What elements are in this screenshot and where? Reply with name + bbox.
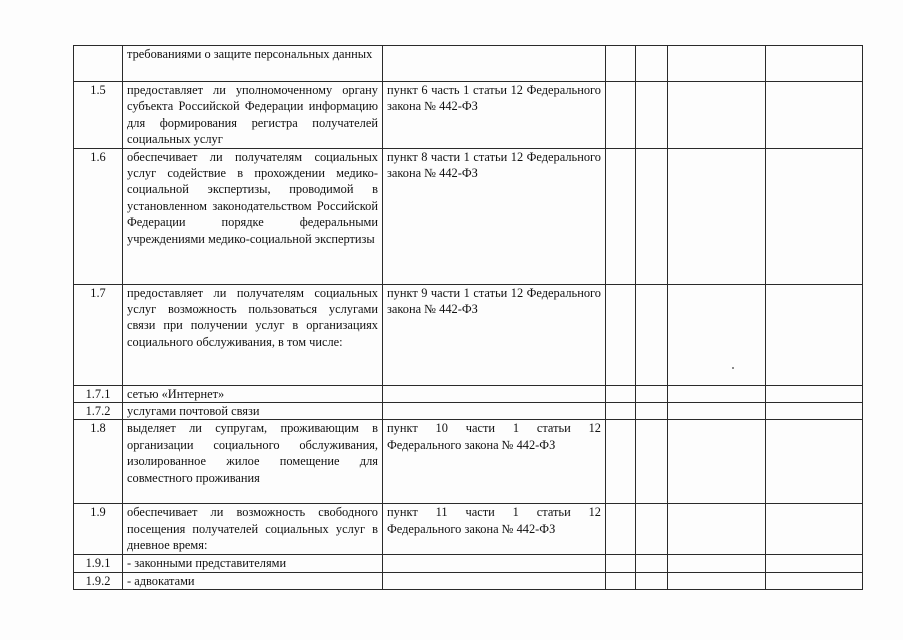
answer-no-cell	[636, 555, 668, 572]
row-number: 1.6	[74, 148, 123, 284]
question-text: - законными представителями	[123, 555, 383, 572]
note-cell	[766, 420, 863, 504]
table-row	[74, 555, 863, 572]
not-applicable-cell	[668, 403, 766, 420]
legal-reference	[383, 46, 606, 82]
legal-reference: пункт 10 части 1 статьи 12 Федерального закона № 442-ФЗ	[383, 420, 606, 504]
legal-reference: пункт 6 часть 1 статьи 12 Федерального закона № 442-ФЗ	[383, 82, 606, 149]
legal-reference	[383, 385, 606, 402]
row-number: 1.7	[74, 284, 123, 385]
question-text: - адвокатами	[123, 572, 383, 589]
row-number: 1.5	[74, 82, 123, 149]
answer-no-cell	[636, 148, 668, 284]
note-cell	[766, 148, 863, 284]
answer-yes-cell	[606, 385, 636, 402]
answer-no-cell	[636, 46, 668, 82]
question-text: выделяет ли супругам, проживающим в организации социального обслуживания, изолированное жилое помещение для совместного проживания	[123, 420, 383, 504]
legal-reference	[383, 555, 606, 572]
question-text: обеспечивает ли возможность свободного посещения получателей социальных услуг в дневное время:	[123, 504, 383, 555]
note-cell	[766, 403, 863, 420]
answer-yes-cell	[606, 420, 636, 504]
table-row	[74, 148, 863, 284]
not-applicable-cell	[668, 148, 766, 284]
legal-reference: пункт 11 части 1 статьи 12 Федерального закона № 442-ФЗ	[383, 504, 606, 555]
not-applicable-cell	[668, 385, 766, 402]
answer-no-cell	[636, 403, 668, 420]
answer-yes-cell	[606, 555, 636, 572]
answer-no-cell	[636, 420, 668, 504]
table-row	[74, 385, 863, 402]
table-row	[74, 82, 863, 149]
question-text: услугами почтовой связи	[123, 403, 383, 420]
answer-yes-cell	[606, 572, 636, 589]
question-text: предоставляет ли уполномоченному органу субъекта Российской Федерации информацию для формирования регистра получателей социальных услуг	[123, 82, 383, 149]
row-number	[74, 46, 123, 82]
note-cell	[766, 82, 863, 149]
table-row	[74, 46, 863, 82]
legal-reference: пункт 9 части 1 статьи 12 Федерального закона № 442-ФЗ	[383, 284, 606, 385]
answer-no-cell	[636, 82, 668, 149]
answer-no-cell	[636, 385, 668, 402]
row-number: 1.9.1	[74, 555, 123, 572]
note-cell	[766, 572, 863, 589]
legal-reference	[383, 572, 606, 589]
not-applicable-cell	[668, 420, 766, 504]
question-text: сетью «Интернет»	[123, 385, 383, 402]
note-cell	[766, 504, 863, 555]
row-number: 1.9.2	[74, 572, 123, 589]
answer-yes-cell	[606, 403, 636, 420]
answer-yes-cell	[606, 46, 636, 82]
table-row	[74, 284, 863, 385]
note-cell	[766, 284, 863, 385]
question-text: обеспечивает ли получателям социальных услуг содействие в прохождении медико-социальной экспертизы, проводимой в установленном законодательством Российской Федерации порядке федеральными учреждениями медико-социальной экспертизы	[123, 148, 383, 284]
row-number: 1.7.2	[74, 403, 123, 420]
table-row	[74, 572, 863, 589]
answer-no-cell	[636, 504, 668, 555]
answer-yes-cell	[606, 504, 636, 555]
table-row	[74, 420, 863, 504]
row-number: 1.9	[74, 504, 123, 555]
legal-reference: пункт 8 части 1 статьи 12 Федерального закона № 442-ФЗ	[383, 148, 606, 284]
row-number: 1.7.1	[74, 385, 123, 402]
question-text: требованиями о защите персональных данных	[123, 46, 383, 82]
answer-no-cell	[636, 284, 668, 385]
not-applicable-cell	[668, 555, 766, 572]
not-applicable-cell	[668, 46, 766, 82]
note-cell	[766, 555, 863, 572]
table-row	[74, 403, 863, 420]
legal-reference	[383, 403, 606, 420]
question-text: предоставляет ли получателям социальных услуг возможность пользоваться услугами связи при получении услуг в организациях социального обслуживания, в том числе:	[123, 284, 383, 385]
not-applicable-cell	[668, 82, 766, 149]
not-applicable-cell	[668, 504, 766, 555]
answer-no-cell	[636, 572, 668, 589]
answer-yes-cell	[606, 82, 636, 149]
note-cell	[766, 385, 863, 402]
answer-yes-cell	[606, 284, 636, 385]
not-applicable-cell	[668, 284, 766, 385]
not-applicable-cell	[668, 572, 766, 589]
table-row	[74, 504, 863, 555]
note-cell	[766, 46, 863, 82]
row-number: 1.8	[74, 420, 123, 504]
checklist-table	[73, 45, 863, 590]
answer-yes-cell	[606, 148, 636, 284]
scan-speck	[732, 367, 734, 369]
